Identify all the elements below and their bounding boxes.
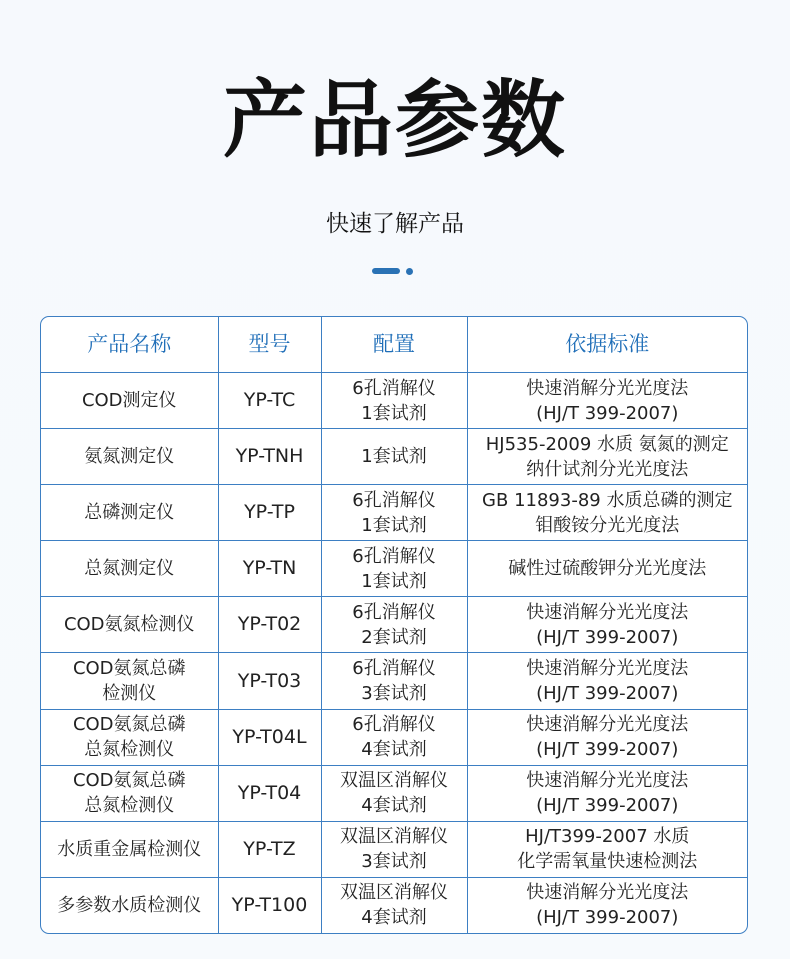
table-row bbox=[41, 597, 747, 653]
cell-standard-line: HJ/T399-2007 水质 bbox=[525, 826, 690, 848]
cell-standard-line: 快速消解分光光度法 bbox=[526, 882, 689, 904]
cell-product-name bbox=[41, 541, 218, 597]
cell-standard-line: 快速消解分光光度法 bbox=[526, 714, 689, 736]
cell-standard bbox=[467, 485, 747, 541]
cell-standard-line: 快速消解分光光度法 bbox=[526, 658, 689, 680]
table-row bbox=[41, 485, 747, 541]
cell-config-line: 6孔消解仪 bbox=[352, 545, 436, 567]
cell-config-line: 6孔消解仪 bbox=[352, 714, 436, 736]
cell-config-line: 4套试剂 bbox=[361, 907, 427, 929]
table-row bbox=[41, 821, 747, 877]
cell-standard-line: 碱性过硫酸钾分光光度法 bbox=[508, 558, 707, 580]
table-row bbox=[41, 373, 747, 429]
cell-standard bbox=[467, 765, 747, 821]
cell-product-name bbox=[41, 821, 218, 877]
page-subtitle: 快速了解产品 bbox=[326, 211, 464, 237]
cell-standard-line: (HJ/T 399-2007) bbox=[536, 795, 679, 817]
cell-config bbox=[321, 541, 467, 597]
cell-config bbox=[321, 877, 467, 933]
cell-config-line: 6孔消解仪 bbox=[352, 377, 436, 399]
cell-standard bbox=[467, 821, 747, 877]
table-row bbox=[41, 877, 747, 933]
cell-model: YP-T02 bbox=[218, 597, 321, 653]
cell-standard bbox=[467, 597, 747, 653]
cell-standard-line: (HJ/T 399-2007) bbox=[536, 402, 679, 424]
cell-config bbox=[321, 709, 467, 765]
cell-standard bbox=[467, 429, 747, 485]
table-row bbox=[41, 653, 747, 709]
cell-model: YP-T03 bbox=[218, 653, 321, 709]
cell-product-name-line: 检测仪 bbox=[102, 683, 157, 705]
cell-config-line: 1套试剂 bbox=[361, 514, 427, 536]
cell-product-name bbox=[41, 485, 218, 541]
cell-standard bbox=[467, 709, 747, 765]
table-header-row bbox=[41, 317, 747, 373]
cell-product-name bbox=[41, 877, 218, 933]
cell-standard-line: 化学需氧量快速检测法 bbox=[517, 851, 698, 873]
divider-bar bbox=[372, 268, 400, 274]
cell-product-name bbox=[41, 765, 218, 821]
cell-config bbox=[321, 597, 467, 653]
cell-standard bbox=[467, 541, 747, 597]
cell-config-line: 6孔消解仪 bbox=[352, 601, 436, 623]
cell-product-name bbox=[41, 429, 218, 485]
header-standard: 依据标准 bbox=[467, 317, 747, 373]
cell-model: YP-TZ bbox=[218, 821, 321, 877]
cell-product-name bbox=[41, 709, 218, 765]
cell-standard-line: 快速消解分光光度法 bbox=[526, 770, 689, 792]
cell-config-line: 6孔消解仪 bbox=[352, 489, 436, 511]
cell-standard bbox=[467, 653, 747, 709]
cell-standard-line: 快速消解分光光度法 bbox=[526, 601, 689, 623]
cell-product-name-line: COD氨氮总磷 bbox=[72, 658, 186, 680]
cell-product-name bbox=[41, 373, 218, 429]
cell-model: YP-TN bbox=[218, 541, 321, 597]
cell-config-line: 1套试剂 bbox=[361, 402, 427, 424]
divider-dot bbox=[406, 268, 413, 275]
cell-config-line: 1套试剂 bbox=[361, 446, 427, 468]
cell-product-name-line: 氨氮测定仪 bbox=[84, 446, 175, 468]
cell-config-line: 双温区消解仪 bbox=[340, 826, 448, 848]
table-row bbox=[41, 541, 747, 597]
page-title: 产品参数 bbox=[222, 70, 567, 169]
cell-config bbox=[321, 653, 467, 709]
cell-standard-line: 纳什试剂分光光度法 bbox=[526, 458, 689, 480]
cell-product-name-line: 多参数水质检测仪 bbox=[57, 894, 202, 916]
cell-model: YP-T04 bbox=[218, 765, 321, 821]
table-row bbox=[41, 709, 747, 765]
cell-product-name-line: 总氮检测仪 bbox=[84, 739, 175, 761]
cell-product-name-line: COD氨氮总磷 bbox=[72, 770, 186, 792]
header-model: 型号 bbox=[218, 317, 321, 373]
cell-config-line: 3套试剂 bbox=[361, 683, 427, 705]
cell-standard-line: 快速消解分光光度法 bbox=[526, 377, 689, 399]
cell-standard-line: 钼酸铵分光光度法 bbox=[535, 514, 680, 536]
cell-product-name-line: 总氮测定仪 bbox=[84, 558, 175, 580]
cell-config-line: 2套试剂 bbox=[361, 626, 427, 648]
cell-standard-line: (HJ/T 399-2007) bbox=[536, 739, 679, 761]
cell-model: YP-TP bbox=[218, 485, 321, 541]
cell-standard-line: (HJ/T 399-2007) bbox=[536, 683, 679, 705]
header-config: 配置 bbox=[321, 317, 467, 373]
cell-product-name-line: 总氮检测仪 bbox=[84, 795, 175, 817]
cell-config-line: 4套试剂 bbox=[361, 739, 427, 761]
cell-product-name-line: COD氨氮总磷 bbox=[72, 714, 186, 736]
cell-config bbox=[321, 821, 467, 877]
cell-config-line: 3套试剂 bbox=[361, 851, 427, 873]
cell-model: YP-TC bbox=[218, 373, 321, 429]
cell-config-line: 6孔消解仪 bbox=[352, 658, 436, 680]
cell-product-name bbox=[41, 597, 218, 653]
table-row bbox=[41, 765, 747, 821]
cell-config bbox=[321, 765, 467, 821]
cell-product-name-line: COD测定仪 bbox=[81, 390, 177, 412]
cell-product-name-line: 总磷测定仪 bbox=[84, 502, 175, 524]
cell-model: YP-T100 bbox=[218, 877, 321, 933]
cell-product-name bbox=[41, 653, 218, 709]
cell-standard bbox=[467, 877, 747, 933]
cell-config bbox=[321, 373, 467, 429]
cell-model: YP-TNH bbox=[218, 429, 321, 485]
cell-config bbox=[321, 429, 467, 485]
cell-product-name-line: COD氨氮检测仪 bbox=[63, 614, 195, 636]
cell-standard-line: (HJ/T 399-2007) bbox=[536, 907, 679, 929]
product-params-table bbox=[40, 316, 748, 934]
cell-config-line: 1套试剂 bbox=[361, 570, 427, 592]
cell-config-line: 双温区消解仪 bbox=[340, 882, 448, 904]
table-row bbox=[41, 429, 747, 485]
cell-standard bbox=[467, 373, 747, 429]
cell-config-line: 双温区消解仪 bbox=[340, 770, 448, 792]
cell-config-line: 4套试剂 bbox=[361, 795, 427, 817]
cell-product-name-line: 水质重金属检测仪 bbox=[57, 838, 202, 860]
header-product-name: 产品名称 bbox=[41, 317, 218, 373]
cell-standard-line: GB 11893-89 水质总磷的测定 bbox=[482, 489, 733, 511]
cell-standard-line: HJ535-2009 水质 氨氮的测定 bbox=[485, 433, 729, 455]
cell-config bbox=[321, 485, 467, 541]
cell-model: YP-T04L bbox=[218, 709, 321, 765]
cell-standard-line: (HJ/T 399-2007) bbox=[536, 626, 679, 648]
